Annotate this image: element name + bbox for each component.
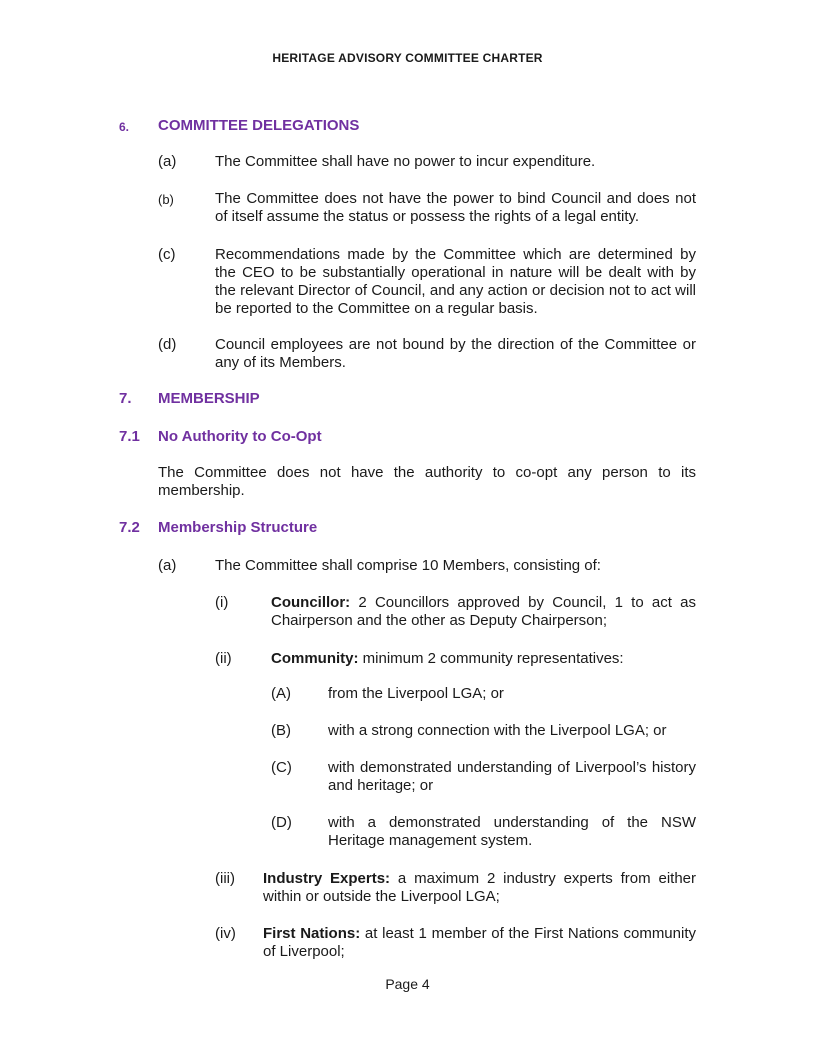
sub-item-term: Councillor: [271,594,351,611]
sub-item-term: First Nations: [263,925,361,942]
membership-sub-item [271,650,696,668]
membership-sub-item [271,594,696,630]
sub-item-label: (ii) [215,650,232,667]
option-label: (C) [271,759,292,776]
section-number: 7.2 [119,519,140,536]
page-number: Page 4 [385,976,430,992]
sub-item-text: at least 1 member of the First Nations community of Liverpool; [263,925,696,960]
sub-item-label: (iii) [215,870,235,887]
community-option: from the Liverpool LGA; or [328,685,504,702]
membership-sub-item [263,870,696,906]
section-title: MEMBERSHIP [158,390,260,407]
community-option: with demonstrated understanding of Liverpool’s history and heritage; or [328,759,696,794]
delegation-item: The Committee shall have no power to incur expenditure. [215,153,596,170]
item-label: (b) [158,192,174,207]
sub-item-text: a maximum 2 industry experts from either within or outside the Liverpool LGA; [263,870,696,905]
item-label: (a) [158,557,177,574]
section-title: Membership Structure [158,519,318,536]
community-option: with a strong connection with the Liverpool LGA; or [328,722,667,739]
community-option: with a demonstrated understanding of the NSW Heritage management system. [328,814,696,849]
item-label: (c) [158,246,176,263]
membership-sub-item [263,925,696,961]
co-opt-paragraph: The Committee does not have the authority to co-opt any person to its membership. [158,464,696,499]
delegation-item: Council employees are not bound by the direction of the Committee or any of its Members. [215,336,696,371]
delegation-item: Recommendations made by the Committee which are determined by the CEO to be substantially operational in nature will be dealt with by the relevant Director of Council, and any action or decision not to act will be reported to the Committee on a regular basis. [215,246,696,317]
section-number: 7.1 [119,428,140,445]
option-label: (B) [271,722,291,739]
document-header: HERITAGE ADVISORY COMMITTEE CHARTER [272,51,543,65]
sub-item-label: (iv) [215,925,236,942]
item-label: (a) [158,153,177,170]
sub-item-label: (i) [215,594,229,611]
section-number: 6. [119,120,130,134]
option-label: (A) [271,685,291,702]
section-number: 7. [119,390,132,407]
sub-item-text: 2 Councillors approved by Council, 1 to act as Chairperson and the other as Deputy Chairperson; [271,594,696,629]
sub-item-term: Community: [271,650,359,667]
sub-item-term: Industry Experts: [263,870,391,887]
delegation-item: The Committee does not have the power to bind Council and does not of itself assume the status or possess the rights of a legal entity. [215,190,696,225]
sub-item-text: minimum 2 community representatives: [358,650,624,667]
item-label: (d) [158,336,177,353]
section-title: No Authority to Co-Opt [158,428,322,445]
membership-item: The Committee shall comprise 10 Members, consisting of: [215,557,601,574]
section-title: COMMITTEE DELEGATIONS [158,117,360,134]
option-label: (D) [271,814,292,831]
